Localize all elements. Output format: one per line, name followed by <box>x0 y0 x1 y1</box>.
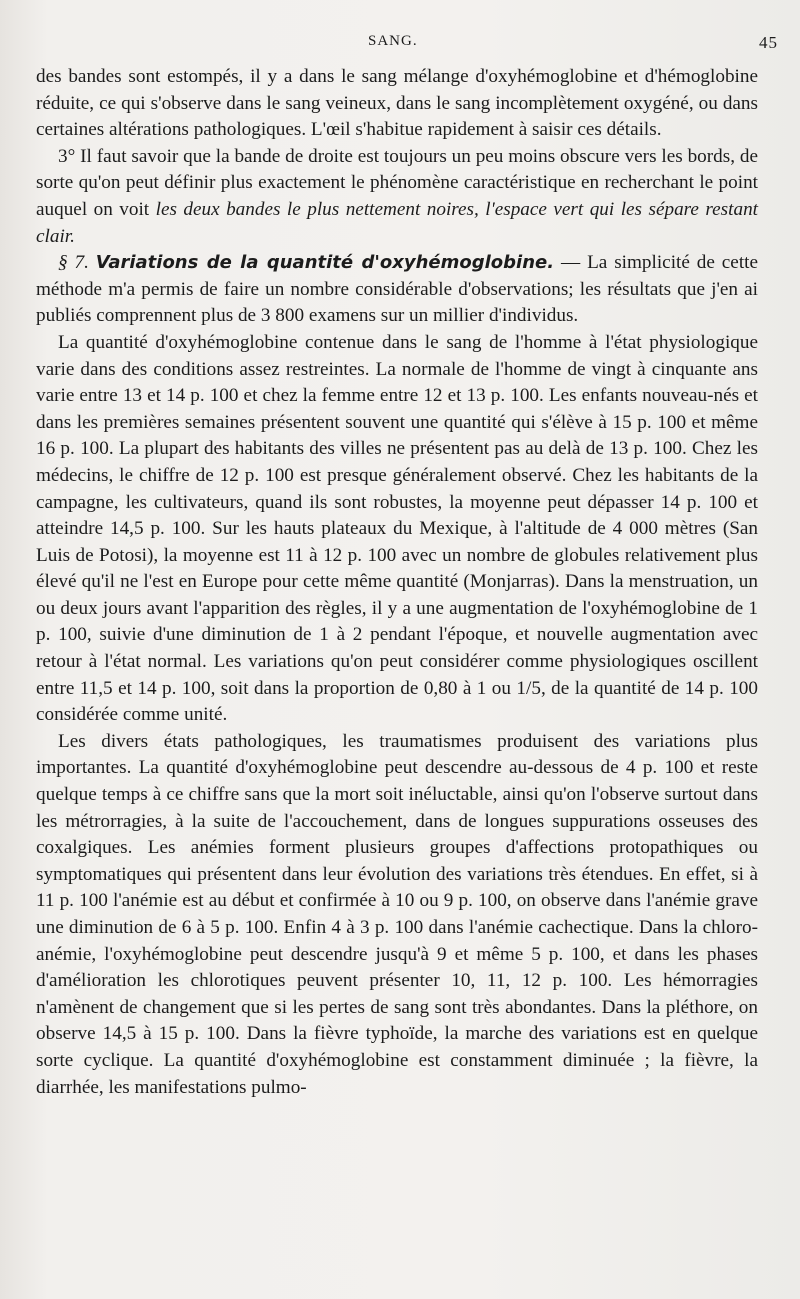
paragraph-point-3-emphasis: les deux bandes le plus nettement noires, l'espace vert qui les sépare restant clair. <box>36 198 758 247</box>
paragraph-continuation: des bandes sont estompés, il y a dans le sang mélange d'oxyhémoglobine et d'hémoglobine réduite, ce qui s'observe dans le sang veineux, dans le sang incomplètement oxygéné, ou dans certaines altérations pathologiques. L'œil s'habitue rapidement à saisir ces détails. <box>36 66 758 141</box>
section-7-text: — La simplicité de cette méthode m'a permis de faire un nombre considérable d'observations; les résultats que j'en ai publiés comprennent plus de 3 800 examens sur un millier d'individus. <box>36 252 759 327</box>
paragraph-physiological: La quantité d'oxyhémoglobine contenue dans le sang de l'homme à l'état physiologique varie dans des conditions assez restreintes. La normale de l'homme de vingt à cinquante ans varie entre 13 et 14 p. 100 et chez la femme entre 12 et 13 p. 100. Les enfants nouveau-nés et dans les premières semaines présentent souvent une quantité qui s'élève à 15 p. 100 et même 16 p. 100. La plupart des habitants des villes ne présentent pas au delà de 13 p. 100. Chez les médecins, le chiffre de 12 p. 100 est presque généralement observé. Chez les habitants de la campagne, les cultivateurs, quand ils sont robustes, la moyenne peut dépasser 14 p. 100 et atteindre 14,5 p. 100. Sur les hauts plateaux du Mexique, à l'altitude de 4 000 mètres (San Luis de Potosi), la moyenne est 11 à 12 p. 100 avec un nombre de globules relativement plus élevé qu'il ne l'est en Europe pour cette même quantité (Monjarras). Dans la menstruation, un ou deux jours avant l'apparition des règles, il y a une augmentation de l'oxyhémoglobine de 1 p. 100, suivie d'une diminution de 1 à 2 pendant l'époque, et nouvelle augmentation avec retour à l'état normal. Les variations qu'on peut considérer comme physiologiques oscillent entre 11,5 et 14 p. 100, soit dans la proportion de 0,80 à 1 ou 1/5, de la quantité de 14 p. 100 considérée comme unité. <box>36 331 758 726</box>
section-heading: Variations de la quantité d'oxyhémoglobine. <box>95 252 555 274</box>
paragraph-point-3-text: 3° Il faut savoir que la bande de droite est toujours un peu moins obscure vers les bords, de sorte qu'on peut définir plus exactement le phénomène caractéristique en recherchant le point auquel on voit <box>36 145 758 220</box>
body-text <box>36 64 758 1101</box>
paragraph-point-3 <box>36 144 758 250</box>
running-head <box>0 33 800 53</box>
section-number: § 7. <box>58 252 89 274</box>
paragraph-pathological: Les divers états pathologiques, les traumatismes produisent des variations plus importantes. La quantité d'oxyhémoglobine peut descendre au-dessous de 4 p. 100 et reste quelque temps à ce chiffre sans que la mort soit inéluctable, ainsi qu'on l'observe surtout dans les métrorragies, à la suite de l'accouchement, dans de longues suppurations osseuses des coxalgiques. Les anémies forment plusieurs groupes d'affections protopathiques ou symptomatiques qui présentent dans leur évolution des variations très étendues. En effet, si à 11 p. 100 l'anémie est au début et confirmée à 10 ou 9 p. 100, on observe dans l'anémie grave une diminution de 6 à 5 p. 100. Enfin 4 à 3 p. 100 dans l'anémie cachectique. Dans la chloro-anémie, l'oxyhémoglobine peut descendre jusqu'à 9 et même 5 p. 100, et dans les phases d'amélioration les chlorotiques peuvent présenter 10, 11, 12 p. 100. Les hémorragies n'amènent de changement que si les pertes de sang sont très abondantes. Dans la pléthore, on observe 14,5 à 15 p. 100. Dans la fièvre typhoïde, la marche des variations est en quelque sorte cyclique. La quantité d'oxyhémoglobine est constamment diminuée ; la fièvre, la diarrhée, les manifestations pulmo- <box>36 730 758 1098</box>
page-number: 45 <box>759 33 778 52</box>
running-head-title: SANG. <box>368 33 418 49</box>
section-7-paragraph <box>36 250 758 330</box>
